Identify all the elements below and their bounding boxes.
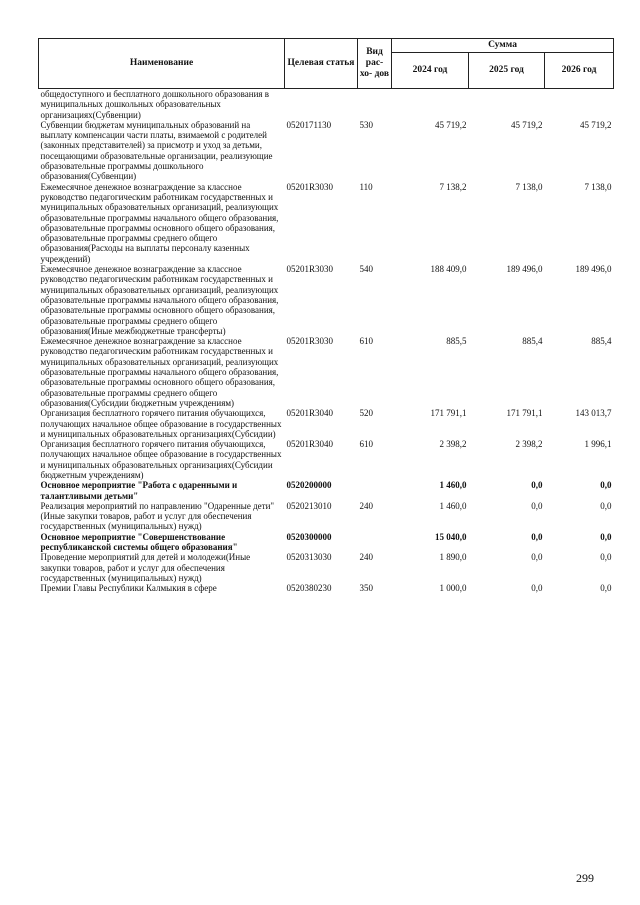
row-target-article: 0520380230 [286,583,332,594]
row-value-2026: 0,0 [600,583,612,594]
row-value-2024: 45 719,2 [435,119,467,130]
row-name: Ежемесячное денежное вознаграждение за классное руководство педагогическим работникам государственных и муниципальных образовательных организаций, реализующих образовательные программы начального общего образования, образовательные программы основного общего образования, образовательные программы среднего общего образования(Иные межбюджетные трансферты) [40,264,279,336]
row-value-2026: 0,0 [600,531,612,542]
table-row [39,264,614,336]
row-target-article: 05201R3040 [286,408,334,419]
header-expense-type: Вид рас- хо- дов [358,39,392,89]
row-target-article: 0520313030 [286,552,332,563]
table-body [39,89,614,594]
row-value-2026: 45 719,2 [580,119,612,130]
row-expense-type [358,89,392,120]
header-year-2024: 2024 год [392,53,469,89]
row-value-2025: 45 719,2 [511,119,543,130]
row-value-2025: 885,4 [522,336,543,347]
table-row [39,120,614,182]
header-year-2025: 2025 год [469,53,545,89]
row-value-2025 [469,89,545,120]
row-value-2025: 0,0 [531,583,543,594]
row-value-2025: 171 791,1 [506,408,543,419]
row-value-2024: 885,5 [446,336,467,347]
row-value-2024: 1 000,0 [439,583,467,594]
row-target-article: 0520200000 [286,480,332,491]
table-row [39,480,614,501]
row-value-2025: 0,0 [531,500,543,511]
row-expense-type: 520 [359,408,373,419]
row-value-2025: 0,0 [531,531,543,542]
row-value-2024: 2 398,2 [439,439,467,450]
row-expense-type [358,532,392,553]
header-name: Наименование [39,39,285,89]
table-row [39,89,614,120]
row-name: Проведение мероприятий для детей и молодежи(Иные закупки товаров, работ и услуг для обеспечения государственных (муниципальных) нужд) [40,552,251,583]
row-value-2024: 1 460,0 [439,500,467,511]
row-name: Организация бесплатного горячего питания обучающихся, получающих начальное общее образование в государственных и муниципальных образовательных организациях(Субсидии бюджетным учреждениям) [40,439,282,480]
row-value-2025: 7 138,0 [515,181,543,192]
row-target-article: 0520300000 [286,531,332,542]
row-expense-type: 610 [359,439,373,450]
row-expense-type: 110 [359,181,373,192]
row-name: Реализация мероприятий по направлению "Одаренные дети"(Иные закупки товаров, работ и услуг для обеспечения государственных (муниципальных) нужд) [40,500,275,532]
row-value-2026 [545,89,614,120]
budget-table [38,38,614,594]
row-name: Основное мероприятие "Работа с одаренными и талантливыми детьми" [40,480,238,501]
row-value-2024: 15 040,0 [435,531,467,542]
row-name: Ежемесячное денежное вознаграждение за классное руководство педагогическим работникам государственных и муниципальных образовательных организаций, реализующих образовательные программы начального общего образования, образовательные программы основного общего образования, образовательные программы среднего общего образования(Субсидии бюджетным учреждениям) [40,336,279,408]
row-value-2026: 0,0 [600,552,612,563]
row-target-article: 0520213010 [286,500,332,511]
row-value-2024: 188 409,0 [430,264,467,275]
row-expense-type: 350 [359,583,373,594]
row-expense-type: 240 [359,552,373,563]
table-row [39,583,614,593]
row-value-2025: 2 398,2 [515,439,543,450]
row-value-2026: 1 996,1 [584,439,612,450]
row-target-article [285,89,358,120]
row-value-2025: 189 496,0 [506,264,543,275]
row-target-article: 0520171130 [286,119,332,130]
row-value-2026: 7 138,0 [584,181,612,192]
row-expense-type: 240 [359,500,373,511]
row-value-2025: 0,0 [531,480,543,491]
row-value-2024: 7 138,2 [439,181,467,192]
row-name: общедоступного и бесплатного дошкольного образования в муниципальных дошкольных образовательных организациях(Субвенции) [40,89,270,120]
row-target-article: 05201R3030 [286,181,334,192]
row-value-2026: 143 013,7 [575,408,612,419]
row-value-2026: 0,0 [600,500,612,511]
table-row [39,501,614,532]
table-row [39,532,614,553]
row-expense-type: 540 [359,264,373,275]
row-value-2024 [392,89,469,120]
row-name: Премии Главы Республики Калмыкия в сфере [40,583,217,594]
row-name: Организация бесплатного горячего питания обучающихся, получающих начальное общее образование в государственных и муниципальных образовательных организациях(Субсидии) [40,408,282,439]
table-row [39,552,614,583]
row-value-2024: 171 791,1 [430,408,467,419]
header-year-2026: 2026 год [545,53,614,89]
row-target-article: 05201R3040 [286,439,334,450]
row-value-2026: 189 496,0 [575,264,612,275]
table-row [39,182,614,264]
row-value-2026: 885,4 [591,336,612,347]
row-target-article: 05201R3030 [286,264,334,275]
row-target-article: 05201R3030 [286,336,334,347]
row-value-2024: 1 460,0 [439,480,467,491]
row-value-2024: 1 890,0 [439,552,467,563]
row-expense-type: 610 [359,336,373,347]
table-row [39,408,614,439]
row-name: Ежемесячное денежное вознаграждение за классное руководство педагогическим работникам государственных и муниципальных образовательных организаций, реализующих образовательные программы начального общего образования, образовательные программы основного общего образования, образовательные программы среднего общего образования(Расходы на выплаты персоналу казенных учреждений) [40,181,279,264]
page-number: 299 [576,871,594,885]
row-value-2025: 0,0 [531,552,543,563]
row-expense-type [358,480,392,501]
row-expense-type: 530 [359,119,373,130]
table-row [39,439,614,480]
row-name: Основное мероприятие "Совершенствование республиканской системы общего образования" [40,531,238,553]
header-target-article: Целевая статья [285,39,358,89]
header-sum: Сумма [392,39,614,53]
table-row [39,336,614,408]
row-name: Субвенции бюджетам муниципальных образований на выплату компенсации части платы, взимаемой с родителей (законных представителей) за присмотр и уход за детьми, посещающими образовательные организации, реализующие образовательные программы дошкольного образования(Субвенции) [40,119,273,182]
row-value-2026: 0,0 [600,480,612,491]
